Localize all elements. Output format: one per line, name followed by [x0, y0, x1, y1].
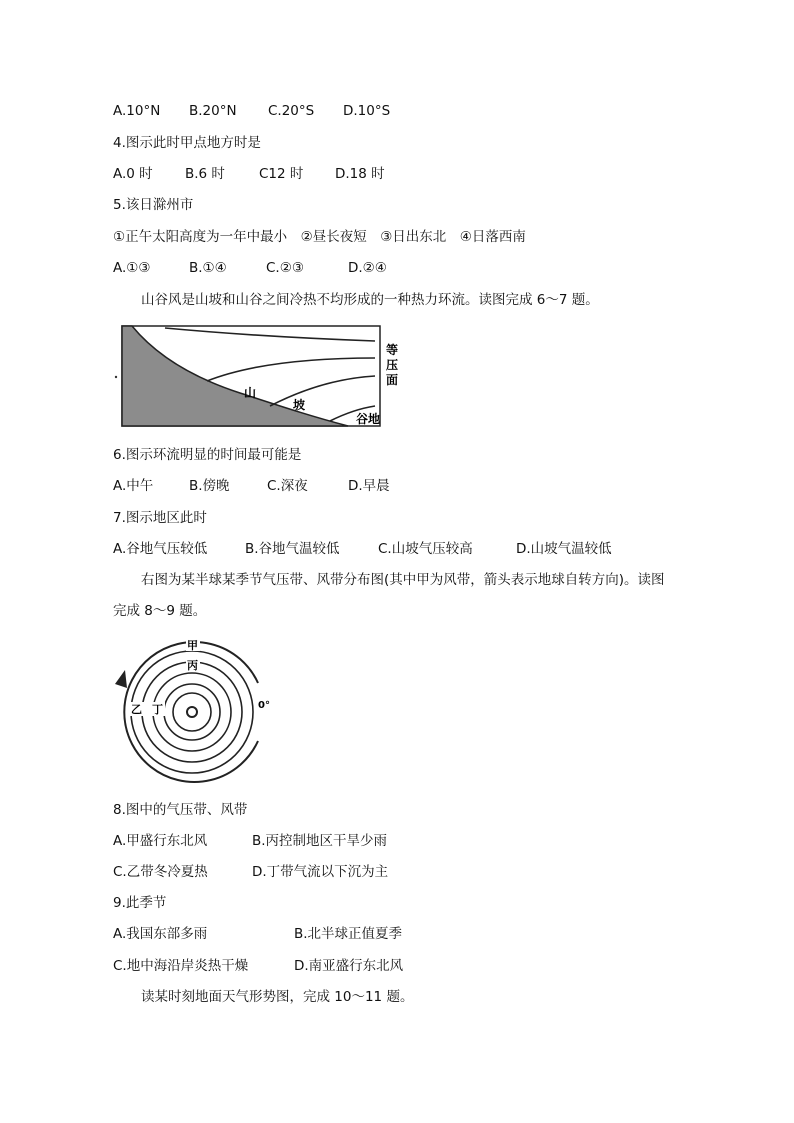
- q5-stem: 5.该日滁州市: [113, 197, 194, 213]
- label-isobar-2: 压: [386, 358, 399, 372]
- label-slope: 坡: [293, 398, 306, 412]
- q8-options-row-2: [113, 863, 388, 881]
- q4-stem: 4.图示此时甲点地方时是: [113, 135, 261, 151]
- intro-10-11: 读某时刻地面天气形势图，完成 10～11 题。: [141, 989, 414, 1005]
- q9-option-c: C.地中海沿岸炎热干燥: [113, 958, 249, 974]
- rotation-arrow-head: [115, 670, 127, 688]
- q5-option-c: C.②③: [266, 260, 304, 276]
- label-mountain: 山: [244, 386, 257, 400]
- q6-options-row: [113, 477, 390, 495]
- q6-option-d: D.早晨: [348, 478, 390, 494]
- label-ding: 丁: [152, 703, 163, 716]
- q5-options-row: [113, 259, 387, 277]
- pole-circle: [187, 707, 197, 717]
- q8-option-a: A.甲盛行东北风: [113, 833, 208, 849]
- q8-option-b: B.丙控制地区干旱少雨: [252, 833, 388, 849]
- pressure-belt-figure: [110, 632, 280, 792]
- intro-8-9-line1: 右图为某半球某季节气压带、风带分布图(其中甲为风带，箭头表示地球自转方向)。读图: [141, 572, 665, 588]
- q7-option-a: A.谷地气压较低: [113, 541, 208, 557]
- q4-option-c: C12 时: [259, 166, 304, 182]
- label-jia: 甲: [187, 639, 198, 652]
- isobar-line-2: [207, 358, 375, 381]
- label-bing: 丙: [187, 659, 198, 672]
- q5-option-d: D.②④: [348, 260, 387, 276]
- mountain-slope: [122, 326, 348, 426]
- q9-option-b: B.北半球正值夏季: [294, 926, 403, 942]
- q8-stem: 8.图中的气压带、风带: [113, 802, 248, 818]
- q9-stem: 9.此季节: [113, 895, 167, 911]
- q7-option-d: D.山坡气温较低: [516, 541, 612, 557]
- q7-option-c: C.山坡气压较高: [378, 541, 473, 557]
- q6-option-b: B.傍晚: [189, 478, 230, 494]
- q6-stem: 6.图示环流明显的时间最可能是: [113, 447, 302, 463]
- q4-option-d: D.18 时: [335, 166, 385, 182]
- q5-statements: ①正午太阳高度为一年中最小 ②昼长夜短 ③日出东北 ④日落西南: [113, 229, 526, 245]
- isobar-line-3: [270, 376, 375, 406]
- q7-options-row: [113, 540, 612, 558]
- q4-options-row: [113, 165, 385, 183]
- q3-option-a: A.10°N: [113, 103, 161, 119]
- q9-options-row-1: [113, 925, 402, 943]
- q6-option-a: A.中午: [113, 478, 154, 494]
- intro-8-9-line2: 完成 8～9 题。: [113, 603, 207, 619]
- q8-option-d: D.丁带气流以下沉为主: [252, 864, 389, 880]
- q5-option-b: B.①④: [189, 260, 227, 276]
- q3-option-d: D.10°S: [343, 103, 391, 119]
- q3-options-row: [113, 102, 390, 120]
- label-equator: 0°: [258, 700, 270, 711]
- q7-option-b: B.谷地气温较低: [245, 541, 340, 557]
- q3-option-c: C.20°S: [268, 103, 315, 119]
- q9-option-d: D.南亚盛行东北风: [294, 958, 404, 974]
- label-yi: 乙: [131, 703, 142, 716]
- q8-options-row-1: [113, 832, 387, 850]
- isobar-line-1: [165, 328, 375, 341]
- label-valley: 谷地: [356, 412, 381, 426]
- label-isobar-3: 面: [386, 373, 399, 387]
- q3-option-b: B.20°N: [189, 103, 237, 119]
- q6-option-c: C.深夜: [267, 478, 308, 494]
- q4-option-a: A.0 时: [113, 166, 153, 182]
- q9-option-a: A.我国东部多雨: [113, 926, 208, 942]
- q8-option-c: C.乙带冬冷夏热: [113, 864, 208, 880]
- q7-stem: 7.图示地区此时: [113, 510, 207, 526]
- intro-6-7: 山谷风是山坡和山谷之间冷热不均形成的一种热力环流。读图完成 6～7 题。: [141, 292, 599, 308]
- mountain-valley-figure: [110, 320, 410, 432]
- q5-option-a: A.①③: [113, 260, 151, 276]
- q9-options-row-2: [113, 957, 403, 975]
- q4-option-b: B.6 时: [185, 166, 225, 182]
- label-isobar-1: 等: [386, 343, 399, 357]
